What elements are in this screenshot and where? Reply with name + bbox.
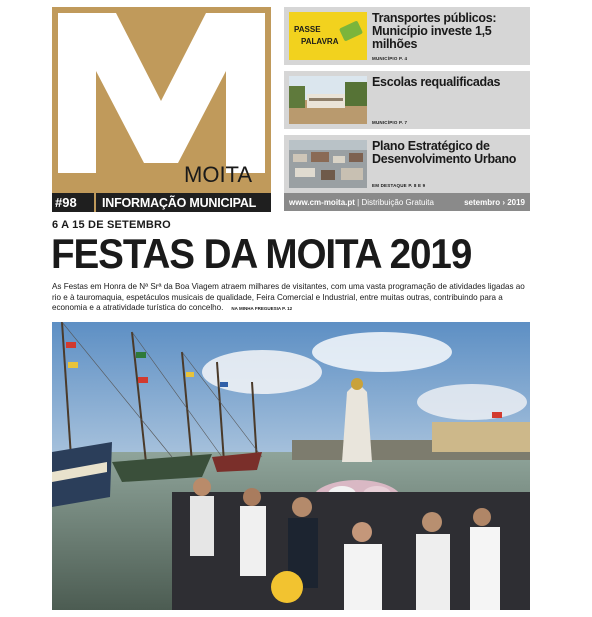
lead-text: As Festas em Honra de Nª Srª da Boa Viagem atraem milhares de visitantes, com uma vasta programação de atividades ligadas ao rio e à tauromaquia, espetáculos musicais de qualidade, Feira Comercial e Industrial, entre muitas outras, contribuindo para a economia e a atratividade turística do concelho. (52, 282, 525, 313)
teaser-page-ref: EM DESTAQUE P. 8 E 9 (372, 183, 426, 188)
teaser-page-ref: MUNICÍPIO P. 7 (372, 120, 408, 125)
masthead-m-logo (58, 13, 265, 173)
badge-text-1: PASSE (294, 25, 321, 34)
teaser-headline: Transportes públicos: Município investe 1,5 milhões (372, 11, 497, 51)
badge-text-2: PALAVRA (301, 37, 339, 46)
teaser-headline: Escolas requalificadas (372, 75, 501, 89)
event-dates: 6 A 15 DE SETEMBRO (52, 219, 171, 231)
lead-paragraph (52, 282, 530, 315)
main-headline: FESTAS DA MOITA 2019 (51, 230, 472, 277)
info-bar (284, 193, 530, 211)
passe-palavra-badge-image (289, 12, 367, 60)
masthead (52, 7, 271, 212)
school-building-photo (289, 76, 367, 124)
distribution-note: | Distribuição Gratuita (357, 197, 434, 207)
issue-number: #98 (52, 193, 96, 212)
teaser-escolas[interactable] (284, 71, 530, 129)
masthead-bar (52, 193, 271, 212)
teaser-headline: Plano Estratégico de Desenvolvimento Urbano (372, 139, 517, 166)
aerial-town-photo (289, 140, 367, 188)
teaser-page-ref: MUNICÍPIO P. 4 (372, 56, 408, 61)
masthead-tagline: INFORMAÇÃO MUNICIPAL (102, 195, 257, 210)
issue-date: setembro › 2019 (464, 197, 525, 207)
festival-procession-photo (52, 322, 530, 610)
teaser-transportes[interactable] (284, 7, 530, 65)
teaser-column (284, 7, 530, 199)
brand-name: MOITA (184, 162, 253, 187)
teaser-plano-estrategico[interactable] (284, 135, 530, 193)
lead-page-ref: NA MINHA FREGUESIA P. 12 (231, 306, 293, 312)
website-link[interactable]: www.cm-moita.pt (289, 197, 355, 207)
